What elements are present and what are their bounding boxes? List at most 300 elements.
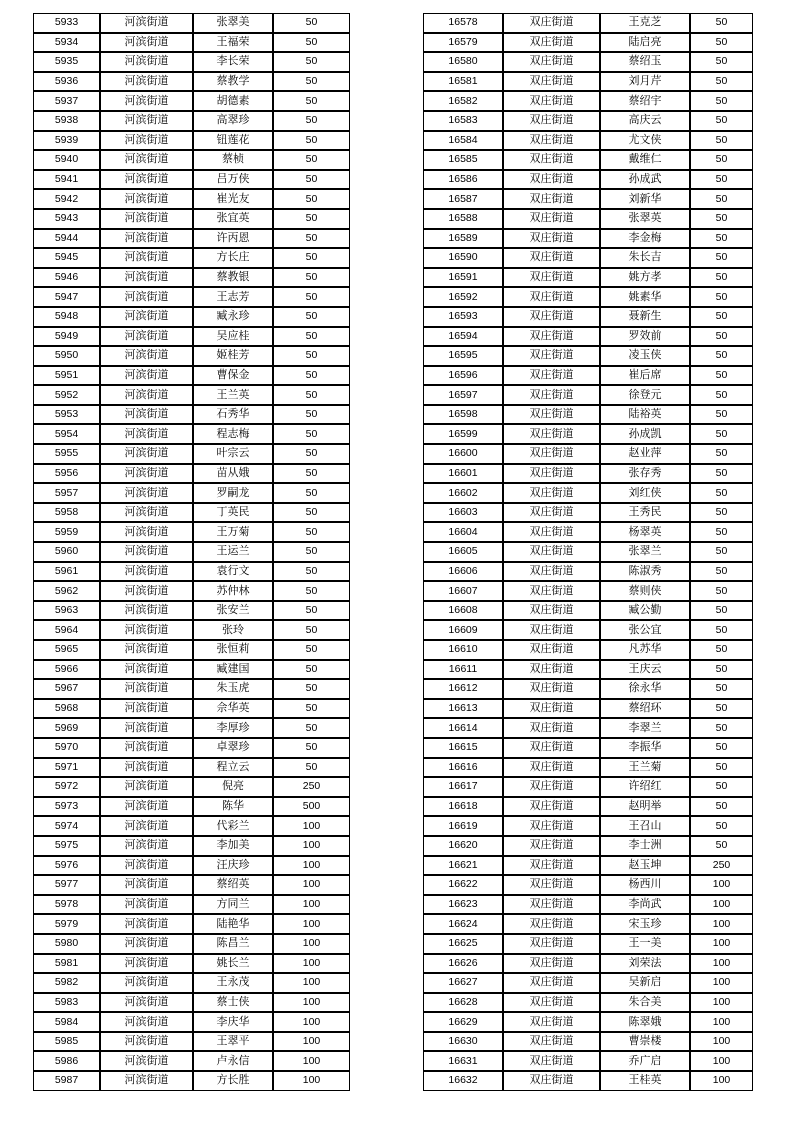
id-cell: 5950	[33, 346, 100, 366]
table-row	[423, 914, 753, 934]
name-cell: 张恒莉	[193, 640, 273, 660]
table-row	[423, 111, 753, 131]
name-cell: 陆裕英	[600, 405, 690, 425]
id-cell: 5942	[33, 189, 100, 209]
id-cell: 5962	[33, 581, 100, 601]
amount-cell: 50	[690, 13, 753, 33]
id-cell: 5968	[33, 699, 100, 719]
name-cell: 方长胜	[193, 1071, 273, 1091]
name-cell: 李振华	[600, 738, 690, 758]
amount-cell: 50	[690, 268, 753, 288]
id-cell: 5967	[33, 679, 100, 699]
street-cell: 河滨街道	[100, 816, 193, 836]
id-cell: 5971	[33, 758, 100, 778]
id-cell: 5987	[33, 1071, 100, 1091]
table-row	[33, 679, 350, 699]
name-cell: 胡德素	[193, 91, 273, 111]
name-cell: 宋玉珍	[600, 914, 690, 934]
name-cell: 罗嗣龙	[193, 483, 273, 503]
name-cell: 陆艳华	[193, 914, 273, 934]
street-cell: 双庄街道	[503, 777, 600, 797]
amount-cell: 50	[273, 522, 350, 542]
amount-cell: 50	[273, 13, 350, 33]
amount-cell: 50	[690, 170, 753, 190]
name-cell: 罗效前	[600, 327, 690, 347]
table-row	[33, 13, 350, 33]
id-cell: 5982	[33, 973, 100, 993]
id-cell: 5958	[33, 503, 100, 523]
id-cell: 16597	[423, 385, 503, 405]
name-cell: 丁英民	[193, 503, 273, 523]
name-cell: 赵业萍	[600, 444, 690, 464]
table-row	[423, 660, 753, 680]
id-cell: 5973	[33, 797, 100, 817]
id-cell: 5959	[33, 522, 100, 542]
table-row	[33, 816, 350, 836]
table-row	[423, 385, 753, 405]
table-row	[423, 601, 753, 621]
amount-cell: 50	[690, 679, 753, 699]
name-cell: 倪亮	[193, 777, 273, 797]
street-cell: 双庄街道	[503, 973, 600, 993]
amount-cell: 50	[273, 72, 350, 92]
amount-cell: 50	[690, 718, 753, 738]
street-cell: 双庄街道	[503, 483, 600, 503]
street-cell: 双庄街道	[503, 856, 600, 876]
id-cell: 16583	[423, 111, 503, 131]
name-cell: 王志芳	[193, 287, 273, 307]
amount-cell: 50	[690, 797, 753, 817]
amount-cell: 50	[690, 346, 753, 366]
id-cell: 5953	[33, 405, 100, 425]
amount-cell: 50	[273, 111, 350, 131]
amount-cell: 50	[690, 131, 753, 151]
table-row	[423, 209, 753, 229]
amount-cell: 50	[273, 483, 350, 503]
table-row	[33, 758, 350, 778]
amount-cell: 50	[273, 718, 350, 738]
id-cell: 5943	[33, 209, 100, 229]
name-cell: 程志梅	[193, 424, 273, 444]
street-cell: 河滨街道	[100, 581, 193, 601]
street-cell: 双庄街道	[503, 72, 600, 92]
name-cell: 蔡绍宇	[600, 91, 690, 111]
name-cell: 李厚珍	[193, 718, 273, 738]
street-cell: 河滨街道	[100, 307, 193, 327]
name-cell: 杨西川	[600, 875, 690, 895]
street-cell: 双庄街道	[503, 1051, 600, 1071]
street-cell: 双庄街道	[503, 660, 600, 680]
table-row	[33, 385, 350, 405]
id-cell: 16581	[423, 72, 503, 92]
street-cell: 河滨街道	[100, 718, 193, 738]
name-cell: 朱长吉	[600, 248, 690, 268]
name-cell: 李士洲	[600, 836, 690, 856]
name-cell: 李庆华	[193, 1012, 273, 1032]
street-cell: 河滨街道	[100, 777, 193, 797]
table-row	[423, 993, 753, 1013]
amount-cell: 100	[690, 1012, 753, 1032]
table-row	[423, 307, 753, 327]
amount-cell: 50	[273, 91, 350, 111]
street-cell: 双庄街道	[503, 385, 600, 405]
amount-cell: 50	[273, 405, 350, 425]
street-cell: 河滨街道	[100, 366, 193, 386]
id-cell: 5933	[33, 13, 100, 33]
amount-cell: 100	[273, 1012, 350, 1032]
table-row	[423, 777, 753, 797]
street-cell: 河滨街道	[100, 1071, 193, 1091]
name-cell: 孙成凯	[600, 424, 690, 444]
table-row	[33, 718, 350, 738]
name-cell: 张翠兰	[600, 542, 690, 562]
table-row	[423, 875, 753, 895]
id-cell: 16604	[423, 522, 503, 542]
amount-cell: 50	[690, 91, 753, 111]
name-cell: 王永茂	[193, 973, 273, 993]
table-row	[423, 620, 753, 640]
street-cell: 河滨街道	[100, 738, 193, 758]
street-cell: 双庄街道	[503, 522, 600, 542]
id-cell: 5981	[33, 954, 100, 974]
amount-cell: 50	[273, 601, 350, 621]
id-cell: 5941	[33, 170, 100, 190]
amount-cell: 100	[273, 836, 350, 856]
table-row	[423, 973, 753, 993]
id-cell: 16614	[423, 718, 503, 738]
amount-cell: 100	[273, 973, 350, 993]
name-cell: 臧永珍	[193, 307, 273, 327]
id-cell: 5955	[33, 444, 100, 464]
id-cell: 16631	[423, 1051, 503, 1071]
amount-cell: 50	[273, 581, 350, 601]
amount-cell: 50	[273, 287, 350, 307]
table-row	[33, 738, 350, 758]
street-cell: 双庄街道	[503, 209, 600, 229]
id-cell: 16578	[423, 13, 503, 33]
street-cell: 双庄街道	[503, 738, 600, 758]
table-row	[33, 483, 350, 503]
amount-cell: 100	[690, 914, 753, 934]
id-cell: 5984	[33, 1012, 100, 1032]
name-cell: 刘新华	[600, 189, 690, 209]
id-cell: 16619	[423, 816, 503, 836]
street-cell: 双庄街道	[503, 189, 600, 209]
name-cell: 崔后席	[600, 366, 690, 386]
table-row	[33, 522, 350, 542]
street-cell: 双庄街道	[503, 993, 600, 1013]
name-cell: 程立云	[193, 758, 273, 778]
id-cell: 16606	[423, 562, 503, 582]
id-cell: 16598	[423, 405, 503, 425]
amount-cell: 100	[273, 816, 350, 836]
name-cell: 叶宗云	[193, 444, 273, 464]
name-cell: 石秀华	[193, 405, 273, 425]
street-cell: 河滨街道	[100, 973, 193, 993]
street-cell: 河滨街道	[100, 444, 193, 464]
street-cell: 河滨街道	[100, 248, 193, 268]
id-cell: 16599	[423, 424, 503, 444]
amount-cell: 250	[273, 777, 350, 797]
street-cell: 河滨街道	[100, 131, 193, 151]
name-cell: 徐永华	[600, 679, 690, 699]
table-row	[423, 72, 753, 92]
amount-cell: 50	[273, 268, 350, 288]
street-cell: 双庄街道	[503, 934, 600, 954]
amount-cell: 100	[273, 1071, 350, 1091]
street-cell: 河滨街道	[100, 229, 193, 249]
name-cell: 蔡绍玉	[600, 52, 690, 72]
amount-cell: 50	[690, 52, 753, 72]
name-cell: 聂新生	[600, 307, 690, 327]
street-cell: 河滨街道	[100, 327, 193, 347]
table-row	[33, 424, 350, 444]
table-row	[33, 405, 350, 425]
amount-cell: 50	[690, 601, 753, 621]
id-cell: 5956	[33, 464, 100, 484]
name-cell: 姚方孝	[600, 268, 690, 288]
name-cell: 刘月芹	[600, 72, 690, 92]
name-cell: 徐登元	[600, 385, 690, 405]
name-cell: 张安兰	[193, 601, 273, 621]
amount-cell: 100	[690, 895, 753, 915]
street-cell: 双庄街道	[503, 91, 600, 111]
street-cell: 河滨街道	[100, 91, 193, 111]
table-row	[33, 52, 350, 72]
amount-cell: 50	[690, 738, 753, 758]
street-cell: 双庄街道	[503, 170, 600, 190]
table-row	[33, 1051, 350, 1071]
id-cell: 16609	[423, 620, 503, 640]
street-cell: 河滨街道	[100, 287, 193, 307]
amount-cell: 50	[273, 503, 350, 523]
table-row	[33, 954, 350, 974]
street-cell: 双庄街道	[503, 699, 600, 719]
table-row	[423, 464, 753, 484]
amount-cell: 50	[690, 385, 753, 405]
amount-cell: 50	[273, 170, 350, 190]
street-cell: 河滨街道	[100, 914, 193, 934]
amount-cell: 50	[273, 131, 350, 151]
table-row	[33, 660, 350, 680]
table-row	[423, 1032, 753, 1052]
street-cell: 双庄街道	[503, 268, 600, 288]
street-cell: 双庄街道	[503, 895, 600, 915]
street-cell: 双庄街道	[503, 836, 600, 856]
street-cell: 双庄街道	[503, 1032, 600, 1052]
street-cell: 河滨街道	[100, 268, 193, 288]
id-cell: 5976	[33, 856, 100, 876]
name-cell: 张翠美	[193, 13, 273, 33]
name-cell: 姚素华	[600, 287, 690, 307]
id-cell: 16618	[423, 797, 503, 817]
name-cell: 曹崇楼	[600, 1032, 690, 1052]
amount-cell: 50	[690, 699, 753, 719]
name-cell: 刘荣法	[600, 954, 690, 974]
name-cell: 汪庆珍	[193, 856, 273, 876]
amount-cell: 50	[273, 248, 350, 268]
street-cell: 双庄街道	[503, 954, 600, 974]
name-cell: 卢永信	[193, 1051, 273, 1071]
id-cell: 16588	[423, 209, 503, 229]
table-row	[33, 189, 350, 209]
id-cell: 5934	[33, 33, 100, 53]
name-cell: 王秀民	[600, 503, 690, 523]
id-cell: 16587	[423, 189, 503, 209]
street-cell: 双庄街道	[503, 875, 600, 895]
id-cell: 16601	[423, 464, 503, 484]
amount-cell: 50	[273, 620, 350, 640]
name-cell: 王兰英	[193, 385, 273, 405]
table-row	[423, 562, 753, 582]
id-cell: 16591	[423, 268, 503, 288]
table-row	[33, 1071, 350, 1091]
street-cell: 河滨街道	[100, 1032, 193, 1052]
table-row	[423, 738, 753, 758]
id-cell: 5975	[33, 836, 100, 856]
table-row	[423, 52, 753, 72]
name-cell: 高翠珍	[193, 111, 273, 131]
amount-cell: 50	[690, 816, 753, 836]
table-row	[423, 503, 753, 523]
table-row	[33, 72, 350, 92]
id-cell: 5952	[33, 385, 100, 405]
id-cell: 16632	[423, 1071, 503, 1091]
name-cell: 苏仲林	[193, 581, 273, 601]
amount-cell: 50	[273, 640, 350, 660]
street-cell: 双庄街道	[503, 444, 600, 464]
amount-cell: 50	[690, 758, 753, 778]
amount-cell: 100	[690, 1071, 753, 1091]
amount-cell: 50	[690, 72, 753, 92]
table-row	[33, 993, 350, 1013]
street-cell: 河滨街道	[100, 1012, 193, 1032]
id-cell: 5957	[33, 483, 100, 503]
amount-cell: 50	[690, 111, 753, 131]
name-cell: 赵明举	[600, 797, 690, 817]
name-cell: 赵玉坤	[600, 856, 690, 876]
name-cell: 王桂英	[600, 1071, 690, 1091]
name-cell: 臧建国	[193, 660, 273, 680]
id-cell: 5948	[33, 307, 100, 327]
street-cell: 河滨街道	[100, 836, 193, 856]
id-cell: 5965	[33, 640, 100, 660]
id-cell: 16603	[423, 503, 503, 523]
street-cell: 双庄街道	[503, 797, 600, 817]
name-cell: 王克芝	[600, 13, 690, 33]
id-cell: 16602	[423, 483, 503, 503]
street-cell: 河滨街道	[100, 601, 193, 621]
id-cell: 5951	[33, 366, 100, 386]
name-cell: 陆启亮	[600, 33, 690, 53]
table-row	[423, 758, 753, 778]
street-cell: 双庄街道	[503, 111, 600, 131]
name-cell: 陈华	[193, 797, 273, 817]
name-cell: 张翠英	[600, 209, 690, 229]
amount-cell: 50	[273, 464, 350, 484]
id-cell: 16624	[423, 914, 503, 934]
amount-cell: 50	[273, 385, 350, 405]
amount-cell: 50	[690, 503, 753, 523]
table-row	[423, 131, 753, 151]
street-cell: 河滨街道	[100, 522, 193, 542]
table-row	[33, 895, 350, 915]
table-row	[33, 503, 350, 523]
street-cell: 河滨街道	[100, 170, 193, 190]
roster-table-right	[423, 13, 753, 1091]
id-cell: 5980	[33, 934, 100, 954]
amount-cell: 50	[273, 424, 350, 444]
id-cell: 16616	[423, 758, 503, 778]
id-cell: 5972	[33, 777, 100, 797]
name-cell: 方同兰	[193, 895, 273, 915]
street-cell: 双庄街道	[503, 601, 600, 621]
amount-cell: 50	[690, 581, 753, 601]
table-row	[423, 1051, 753, 1071]
amount-cell: 100	[273, 875, 350, 895]
amount-cell: 50	[273, 209, 350, 229]
table-row	[423, 542, 753, 562]
amount-cell: 100	[273, 895, 350, 915]
table-row	[33, 1032, 350, 1052]
name-cell: 姚长兰	[193, 954, 273, 974]
name-cell: 蔡则侠	[600, 581, 690, 601]
amount-cell: 50	[273, 758, 350, 778]
table-row	[423, 189, 753, 209]
name-cell: 蔡士侠	[193, 993, 273, 1013]
roster-table-left	[33, 13, 350, 1091]
amount-cell: 50	[273, 562, 350, 582]
amount-cell: 50	[690, 209, 753, 229]
name-cell: 蔡绍英	[193, 875, 273, 895]
name-cell: 朱合美	[600, 993, 690, 1013]
amount-cell: 50	[690, 405, 753, 425]
street-cell: 双庄街道	[503, 307, 600, 327]
amount-cell: 100	[690, 1032, 753, 1052]
id-cell: 16613	[423, 699, 503, 719]
street-cell: 双庄街道	[503, 229, 600, 249]
street-cell: 河滨街道	[100, 640, 193, 660]
name-cell: 曹保金	[193, 366, 273, 386]
id-cell: 16580	[423, 52, 503, 72]
table-row	[33, 346, 350, 366]
table-row	[423, 816, 753, 836]
id-cell: 5970	[33, 738, 100, 758]
table-row	[33, 91, 350, 111]
street-cell: 双庄街道	[503, 914, 600, 934]
amount-cell: 50	[690, 150, 753, 170]
amount-cell: 100	[690, 954, 753, 974]
street-cell: 双庄街道	[503, 287, 600, 307]
id-cell: 16596	[423, 366, 503, 386]
amount-cell: 50	[690, 620, 753, 640]
table-row	[33, 268, 350, 288]
table-row	[33, 248, 350, 268]
amount-cell: 50	[690, 640, 753, 660]
name-cell: 陈昌兰	[193, 934, 273, 954]
id-cell: 16617	[423, 777, 503, 797]
id-cell: 16594	[423, 327, 503, 347]
amount-cell: 50	[273, 33, 350, 53]
name-cell: 姬桂芳	[193, 346, 273, 366]
street-cell: 河滨街道	[100, 758, 193, 778]
id-cell: 16611	[423, 660, 503, 680]
street-cell: 河滨街道	[100, 52, 193, 72]
street-cell: 双庄街道	[503, 248, 600, 268]
street-cell: 河滨街道	[100, 346, 193, 366]
street-cell: 双庄街道	[503, 679, 600, 699]
name-cell: 王翠平	[193, 1032, 273, 1052]
